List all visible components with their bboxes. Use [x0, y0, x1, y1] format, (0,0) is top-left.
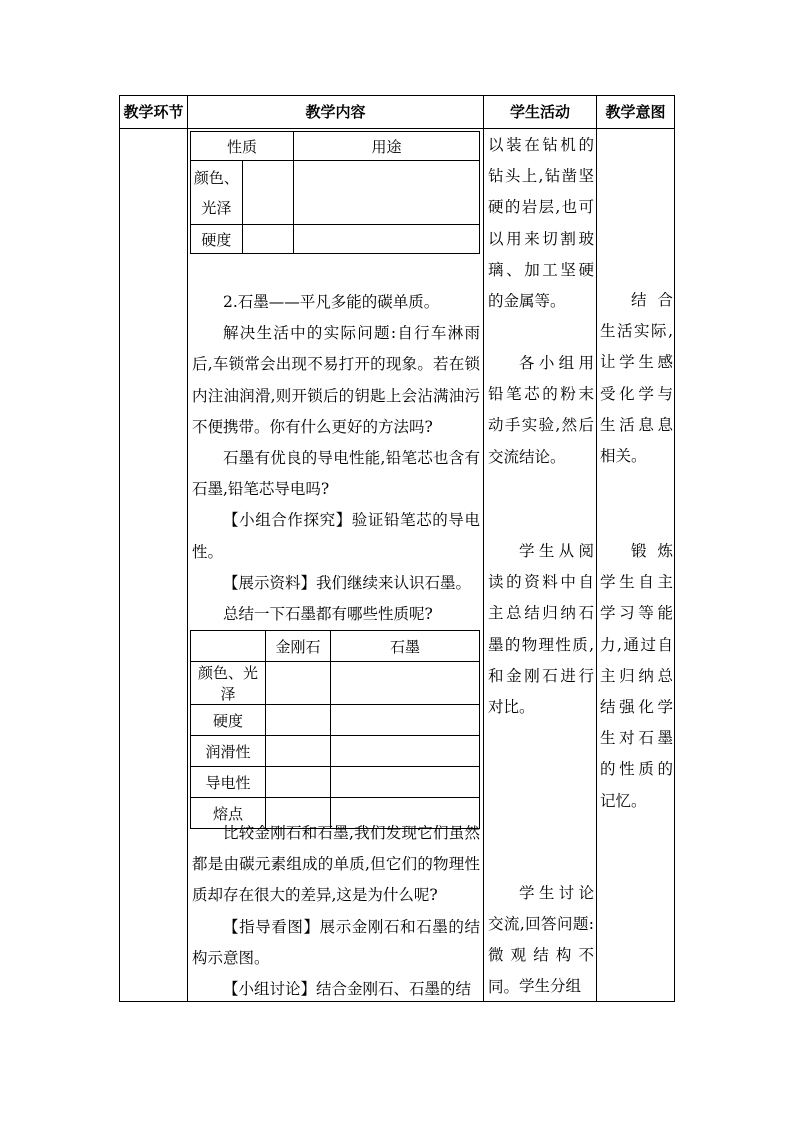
table2-header-graphite: 石墨: [331, 631, 480, 662]
student-activity-block: [488, 130, 594, 317]
teaching-content-column: [188, 129, 483, 1001]
table2-cell: [266, 705, 331, 736]
content-section-2: [192, 818, 480, 1005]
student-activity-block: [488, 971, 594, 1002]
student-activity-text: 以装在钻机的钻头上,钻凿坚硬的岩层,也可以用来切割玻璃、加工坚硬的金属等。: [488, 136, 594, 311]
content-paragraph: 【小组讨论】结合金刚石、石墨的结: [223, 980, 472, 999]
student-activity-block: [488, 536, 594, 723]
content-paragraph: 比较金刚石和石墨,我们发现它们虽然都是由碳元素组成的单质,但它们的物理性质却存在很大的差异,这是为什么呢?: [192, 824, 480, 905]
table1-row-label: [191, 161, 243, 225]
content-paragraph: 解决生活中的实际问题:自行车淋雨后,车锁常会出现不易打开的现象。若在锁内注油润滑,则开锁后的钥匙上会沾满油污不便携带。你有什么更好的方法吗?: [192, 324, 480, 436]
content-section-1: [192, 287, 480, 630]
table1-header-use: 用途: [294, 132, 480, 161]
table2-row-label: 导电性: [191, 767, 266, 798]
content-paragraph: 【展示资料】我们继续来认识石墨。: [223, 573, 472, 592]
header-student-activity: 学生活动: [509, 103, 570, 121]
content-paragraph: 总结一下石墨都有哪些性质呢?: [223, 605, 433, 624]
table2-cell: [266, 736, 331, 767]
table2-row-label: 润滑性: [191, 736, 266, 767]
student-activity-text: 学生从阅读的资料中自主总结归纳石墨的物理性质,和金刚石进行对比。: [488, 542, 594, 717]
table2-cell: [331, 736, 480, 767]
student-activity-text: 学生分组: [519, 977, 582, 995]
table2-cell: [331, 705, 480, 736]
table2-row-label: 颜色、光泽: [191, 662, 266, 705]
table1-header-property: 性质: [191, 132, 294, 161]
diamond-property-table: [190, 131, 480, 254]
table1-cell: [242, 161, 293, 225]
teaching-intent-text: 锻炼学生自主学习等能力,通过自主归纳总结强化学生对石墨的性质的记忆。: [600, 542, 673, 810]
content-paragraph: 2.石墨——平凡多能的碳单质。: [223, 293, 440, 311]
student-activity-column: [484, 129, 596, 1001]
teaching-intent-block: [600, 285, 673, 472]
table1-cell: [294, 161, 480, 225]
teaching-intent-text: 结合生活实际,让学生感受化学与生活息息相关。: [600, 291, 673, 466]
student-activity-block: [488, 348, 594, 473]
header-teaching-stage: 教学环节: [123, 103, 184, 121]
table2-cell: [331, 767, 480, 798]
student-activity-text: 各小组用铅笔芯的粉末动手实验,然后交流结论。: [488, 354, 594, 466]
table2-cell: [266, 767, 331, 798]
teaching-intent-block: [600, 536, 673, 817]
table2-row-label: 硬度: [191, 705, 266, 736]
table1-cell: [242, 225, 293, 254]
table2-header-diamond: 金刚石: [266, 631, 331, 662]
header-teaching-content: 教学内容: [305, 103, 366, 121]
teaching-intent-column: [597, 129, 674, 1001]
table1-cell: [294, 225, 480, 254]
content-paragraph: 【小组合作探究】验证铅笔芯的导电性。: [192, 511, 480, 561]
diamond-graphite-comparison-table: [190, 630, 480, 829]
content-paragraph: 【指导看图】展示金刚石和石墨的结构示意图。: [192, 917, 480, 967]
table2-header-empty: [191, 631, 266, 662]
student-activity-text: 学生讨论交流,回答问题:微观结构不同。: [488, 884, 594, 996]
content-paragraph: 石墨有优良的导电性能,铅笔芯也含有石墨,铅笔芯导电吗?: [192, 449, 480, 499]
table1-row-label: 硬度: [191, 225, 243, 254]
label-line: 光泽: [201, 198, 232, 217]
header-teaching-intent: 教学意图: [605, 103, 666, 121]
table2-cell: [331, 662, 480, 705]
table2-cell: [266, 662, 331, 705]
label-line: 颜色、: [193, 168, 239, 187]
lesson-plan-table: [119, 95, 675, 1002]
table2-row-label: 熔点: [191, 798, 266, 829]
